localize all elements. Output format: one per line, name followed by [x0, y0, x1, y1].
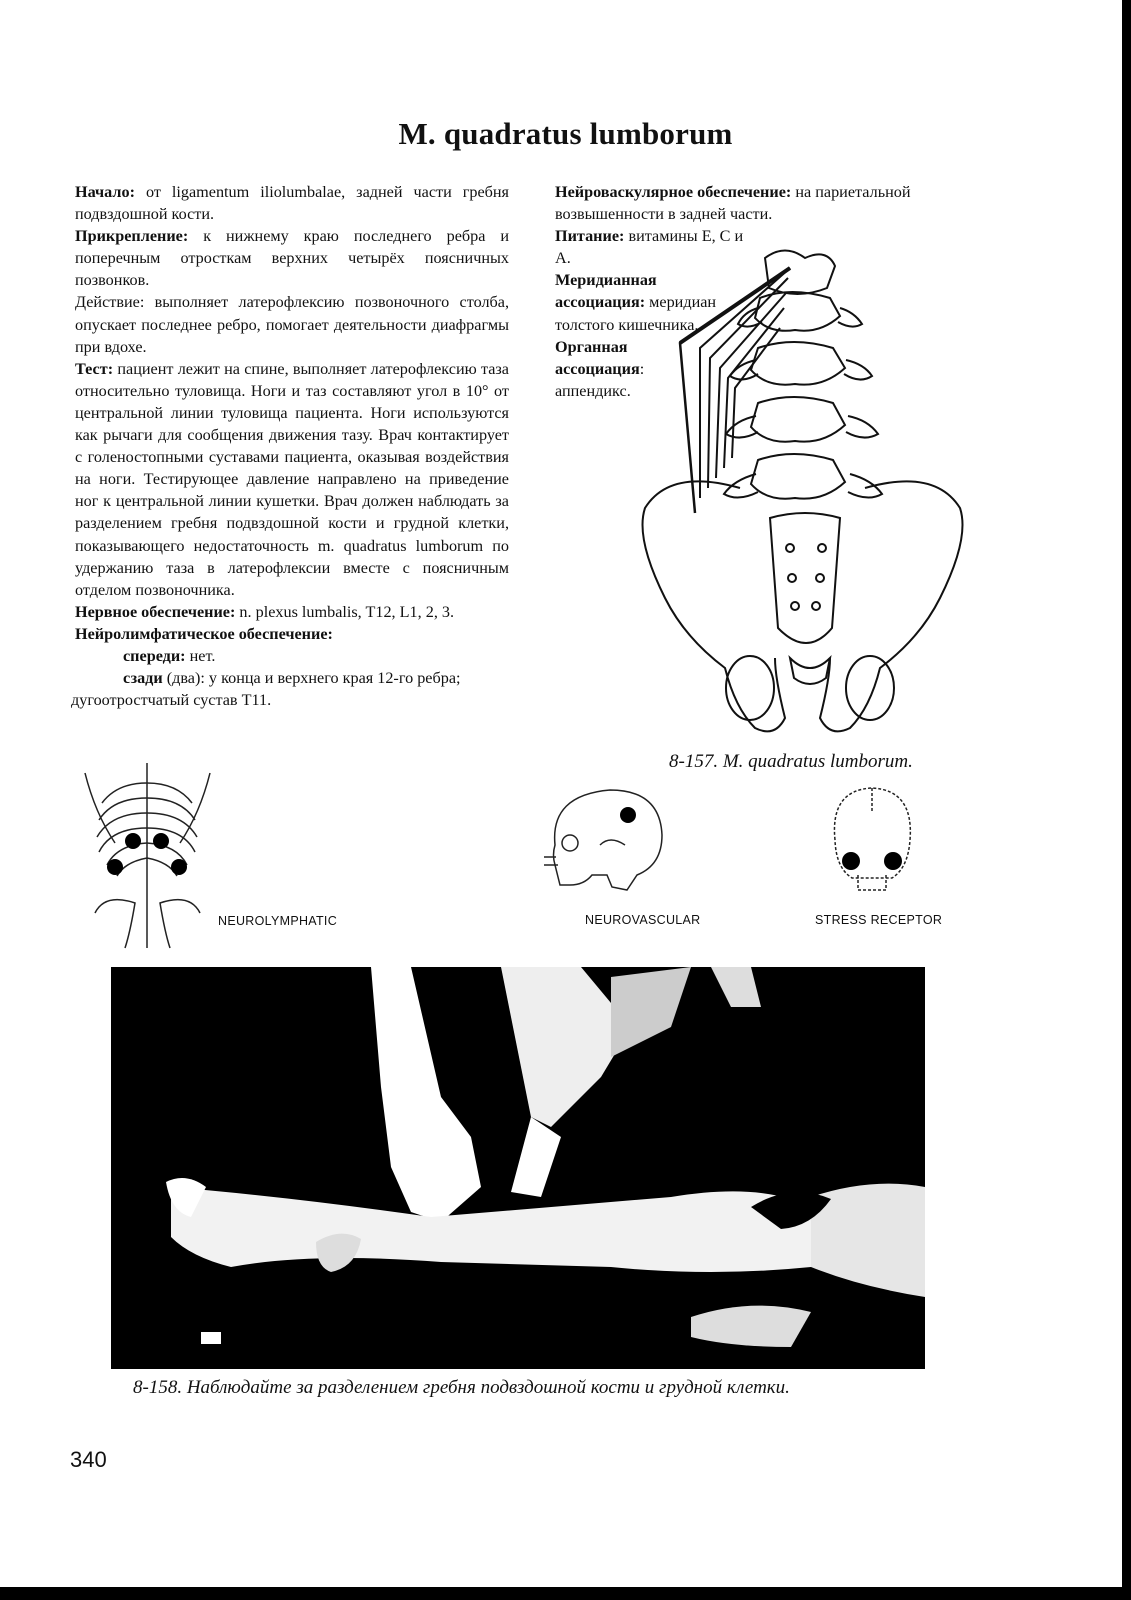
organ-text: : аппендикс. — [555, 359, 645, 400]
back-label: сзади — [123, 669, 163, 688]
neurovascular-text: на париетальной возвышенности в задней части. — [555, 183, 911, 224]
nutrition-text: витамины E, C и A. — [555, 227, 744, 268]
origin-text: от ligamentum iliolumbalae, задней части гребня подвздошной кости. — [75, 183, 509, 224]
meridian-label: Меридианная ассоциация: — [555, 271, 657, 312]
page-number: 340 — [70, 1447, 107, 1472]
back-paragraph-continued: дугоотростчатый сустав T11. — [71, 691, 272, 710]
neurolymphatic-heading — [75, 623, 509, 645]
meridian-text: меридиан толстого кишечника. — [555, 293, 717, 334]
nerve-paragraph — [75, 601, 509, 623]
lumbar-spine-pelvis-illustration — [640, 238, 980, 748]
test-paragraph — [75, 358, 509, 601]
insertion-paragraph — [75, 225, 509, 291]
nerve-label: Нервное обеспечение: — [75, 602, 236, 621]
stress-receptor-skull-diagram — [825, 785, 920, 895]
scan-edge-bottom — [0, 1587, 1131, 1600]
front-text: нет. — [185, 646, 216, 665]
figure-157-caption: 8-157. M. quadratus lumborum. — [669, 751, 913, 772]
neurolymphatic-label: Нейролимфатическое обеспечение: — [75, 624, 333, 643]
test-label: Тест: — [75, 359, 114, 378]
figure-158-caption: 8-158. Наблюдайте за разделением гребня подвздошной кости и грудной клетки. — [133, 1377, 790, 1398]
neurolymphatic-diagram-label: NEUROLYMPHATIC — [218, 914, 338, 928]
stress-receptor-point-icon — [884, 852, 902, 870]
back-text: (два): у конца и верхнего края 12-го ребра; — [162, 669, 461, 688]
neurovascular-paragraph — [555, 181, 985, 225]
test-text: пациент лежит на спине, выполняет латерофлексию таза относительно туловища. Ноги и таз составляют угол в 10° от центральной линии туловища пациента. Ноги используются как рычаги для сообщения движения тазу. Врач контактирует с голеностопными суставами пациента, оказывая воздействия на ноги. Тестирующее давление направлено на приведение ног к центральной линии кушетки. Врач должен наблюдать за разделением гребня подвздошной кости и грудной клетки, показывающего недостаточность m. quadratus lumborum по удержанию таза в латерофлексии вместе с поясничным отделом позвоночника. — [75, 359, 509, 599]
neurovascular-skull-diagram — [530, 785, 665, 895]
back-paragraph — [75, 667, 509, 689]
stress-receptor-diagram-label: STRESS RECEPTOR — [815, 913, 943, 927]
scan-edge-right — [1122, 0, 1131, 1600]
nerve-text: n. plexus lumbalis, T12, L1, 2, 3. — [235, 602, 455, 621]
organ-label: Органная ассоциация — [555, 337, 640, 378]
neurolymphatic-point-icon — [107, 859, 123, 875]
neurovascular-point-icon — [620, 807, 636, 823]
neurolymphatic-point-icon — [171, 859, 187, 875]
front-label: спереди: — [123, 646, 186, 665]
origin-label: Начало: — [75, 183, 135, 201]
test-photograph — [111, 967, 925, 1369]
neurovascular-diagram-label: NEUROVASCULAR — [585, 913, 701, 927]
neurolymphatic-diagram — [75, 763, 220, 953]
neurolymphatic-point-icon — [125, 833, 141, 849]
stress-receptor-point-icon — [842, 852, 860, 870]
origin-paragraph — [75, 181, 509, 225]
neurovascular-label: Нейроваскулярное обеспечение: — [555, 183, 792, 201]
nutrition-label: Питание: — [555, 227, 625, 246]
insertion-text: к нижнему краю последнего ребра и поперечным отросткам верхних четырёх поясничных позвонков. — [75, 227, 509, 290]
insertion-label: Прикрепление: — [75, 227, 189, 246]
action-paragraph: Действие: выполняет латерофлексию позвоночного столба, опускает последнее ребро, помогает деятельности диафрагмы при вдохе. — [75, 293, 509, 356]
left-column — [71, 181, 509, 711]
page-title: M. quadratus lumborum — [398, 116, 733, 151]
neurolymphatic-point-icon — [153, 833, 169, 849]
front-paragraph — [75, 645, 509, 667]
